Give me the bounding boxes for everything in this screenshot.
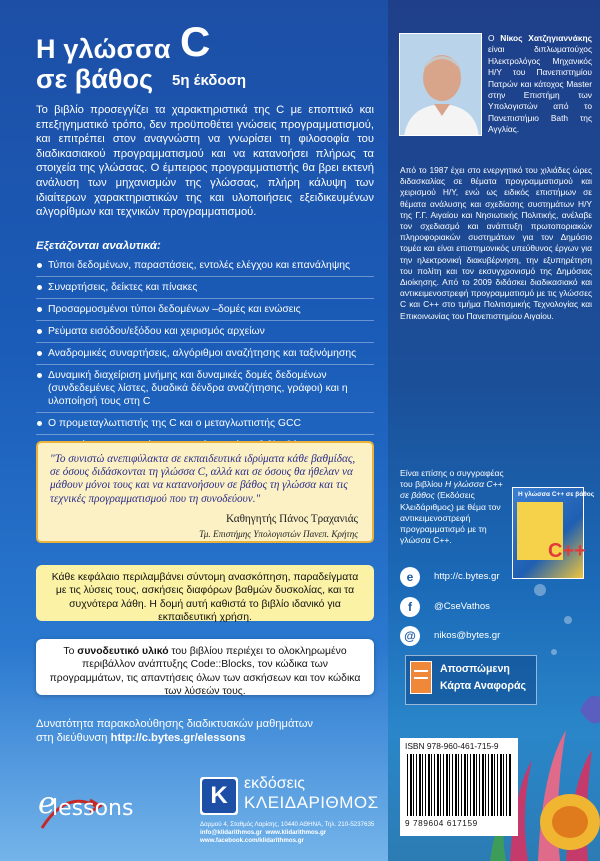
contact-facebook[interactable]: @CseVathos (434, 601, 490, 612)
other-book-title: Η γλώσσα C++ σε βάθος (400, 479, 503, 501)
topics-list (36, 259, 374, 461)
barcode-bars (407, 754, 511, 816)
contact-email[interactable]: nikos@bytes.gr (434, 630, 501, 641)
barcode-number: 9 789604 617159 (405, 819, 478, 828)
book-title-letter: C (180, 18, 211, 65)
email-icon: @ (400, 626, 420, 646)
topic-item: Δυναμική διαχείριση μνήμης και δυναμικές δομές δεδομένων (συνδεδεμένες λίστες, δυαδικά δένδρα αναζήτησης, γράφοι) και η υλοποίησή τους στη C (36, 369, 374, 413)
author-bio-text: είναι διπλωματούχος Ηλεκτρολόγος Μηχανικός Η/Υ του Πανεπιστημίου Πατρών και κάτοχος Master στην Επιστήμη των Υπολογιστών από το Πανεπιστήμιο Bath της Αγγλίας. (488, 44, 592, 135)
publisher-street: Δαρμού 4, Σταθμός Λαρίσης, 10440 ΑΘΗΝΑ, Τηλ. 210-5237635 (200, 821, 375, 828)
topic-item: Προσαρμοσμένοι τύποι δεδομένων –δομές και ενώσεις (36, 303, 374, 321)
edition-label: 5η έκδοση (172, 72, 246, 89)
publisher-email[interactable]: info@klidarithmos.gr (200, 829, 263, 836)
publisher-name-line1: εκδόσεις (244, 775, 306, 792)
courses-line1: Δυνατότητα παρακολούθησης διαδικτυακών μαθημάτων (36, 718, 314, 730)
book-title-line1: Η γλώσσα (36, 34, 171, 64)
isbn-label: ISBN 978-960-461-715-9 (405, 741, 499, 751)
publisher-website[interactable]: www.klidarithmos.gr (265, 829, 327, 836)
facebook-icon: f (400, 597, 420, 617)
online-courses-text (36, 717, 313, 745)
topic-item: Ρεύματα εισόδου/εξόδου και χειρισμός αρχείων (36, 325, 374, 343)
elessons-logo-e: e (38, 786, 56, 821)
publisher-logo-letter: K (202, 779, 236, 813)
intro-paragraph: Το βιβλίο προσεγγίζει τα χαρακτηριστικά της C με εποπτικό και επεξηγηματικό τρόπο, δεν προϋποθέτει γνώσεις προγραμματισμού, και επιτρέπει στον αναγνώστη να γνωρίσει τη φιλοσοφία του διαδικασιακού προγραμματισμού και να κατανοήσει πλήρως τα στοιχεία της γλώσσας. Ο έμπειρος προγραμματιστής θα βρει εκτενή ανάλυση των μηχανισμών της γλώσσας, πλήρη κάλυψη των ιδιαίτερων χαρακτηριστικών της και υλοποιήσεις εξειδικευμένων αλγορίθμων και τεχνικών προγραμματισμού. (36, 104, 374, 219)
material-bold: συνοδευτικό υλικό (77, 646, 169, 657)
book-title-line2: σε βάθος (36, 64, 153, 94)
contact-website[interactable]: http://c.bytes.gr (434, 571, 500, 582)
topic-item: Αναδρομικές συναρτήσεις, αλγόριθμοι αναζήτησης και ταξινόμησης (36, 347, 374, 365)
testimonial-text: "Το συνιστώ ανεπιφύλακτα σε εκπαιδευτικά ιδρύματα κάθε βαθμίδας, σε όσους διδάσκονται τη γλώσσα C, αλλά και σε όσους θα ήθελαν να μάθουν μόνοι τους και να κατανοήσουν σε βάθος τη γλώσσα και τις τεχνικές προγραμματισμού που τη συνοδεύουν." (50, 453, 356, 505)
author-bio (400, 33, 592, 138)
material-suffix: του βιβλίου περιέχει το ολοκληρωμένο περιβάλλον ανάπτυξης Code::Blocks, τον κώδικα των προγραμμάτων, τις απαντήσεις όλων των ασκήσεων και τον κώδικα των λύσεών τους. (49, 646, 361, 698)
other-book-suffix: (Εκδόσεις Κλειδάριθμος) με θέμα τον αντικειμενοστρεφή προγραμματισμό με τη γλώσσα C++. (400, 490, 501, 546)
reference-card-icon-line (414, 670, 428, 672)
other-book-prefix: Είναι επίσης ο συγγραφέας του βιβλίου (400, 468, 504, 490)
reference-card-label-line1: Αποσπώμενη (440, 663, 510, 675)
companion-material-box (36, 639, 374, 698)
author-bio-prefix: Ο (488, 33, 501, 43)
publisher-facebook[interactable]: www.facebook.com/klidarithmos.gr (200, 837, 304, 844)
author-name: Νίκος Χατζηγιαννάκης (500, 33, 592, 43)
other-book-text (400, 468, 512, 546)
other-book-cover-title: Η γλώσσα C++ σε βάθος (518, 491, 595, 498)
testimonial-box (36, 441, 374, 543)
topic-item: Ο προμεταγλωττιστής της C και ο μεταγλωττιστής GCC (36, 417, 374, 435)
reference-card-label-line2: Κάρτα Αναφοράς (440, 680, 526, 692)
other-book-cover-mark: C++ (548, 540, 586, 562)
testimonial-author: Καθηγητής Πάνος Τραχανιάς (226, 513, 358, 525)
testimonial-affiliation: Τμ. Επιστήμης Υπολογιστών Πανεπ. Κρήτης (199, 529, 358, 539)
publisher-address (200, 821, 386, 845)
author-career-text: Από το 1987 έχει στο ενεργητικό του χιλιάδες ώρες διδασκαλίας σε θέματα προγραμματισμού και χειρισμού Η/Υ, ενώ ως ειδικός επιστήμων σε θέματα ανάλυσης και σχεδίασης συστημάτων Η/Υ της Γ.Γ. Αιγαίου και Νησιωτικής Πολιτικής, ανέλαβε τον σχεδιασμό και ανάπτυξη πρωτοποριακών πληροφοριακών συστημάτων για τον Δημόσιο τομέα και είναι επιστημονικός υπεύθυνος έργων για την ηλεκτρονική διακυβέρνηση, την εξυπηρέτηση του πολίτη και τον εκσυγχρονισμό της Δημόσιας Διοίκησης. Από το 2009 διδάσκει διαδικασιακό και αντικειμενοστρεφή προγραμματισμό με τις γλώσσες C και C++ στο τμήμα Πολιτισμικής Τεχνολογίας και Επικοινωνίας του Πανεπιστημίου Αιγαίου. (400, 165, 592, 321)
material-prefix: Το (63, 646, 78, 657)
chapter-structure-box: Κάθε κεφάλαιο περιλαμβάνει σύντομη ανασκόπηση, παραδείγματα με τις λύσεις τους, ασκήσεις διαφόρων βαθμών δυσκολίας, και τα συχνότερα λάθη. Η δομή αυτή καθιστά το βιβλίο ιδανικό για εκπαιδευτική χρήση. (36, 565, 374, 621)
topic-item: Συναρτήσεις, δείκτες και πίνακες (36, 281, 374, 299)
publisher-name-line2: ΚΛΕΙΔΑΡΙΘΜΟΣ (244, 793, 379, 812)
courses-line2-prefix: στη διεύθυνση (36, 732, 111, 744)
topic-item: Τύποι δεδομένων, παραστάσεις, εντολές ελέγχου και επανάληψης (36, 259, 374, 277)
elessons-logo-text: lessons (52, 796, 134, 821)
courses-url-link[interactable]: http://c.bytes.gr/elessons (110, 732, 246, 744)
internet-explorer-icon: e (400, 567, 420, 587)
reference-card-icon-line (414, 677, 428, 679)
topics-heading: Εξετάζονται αναλυτικά: (36, 240, 161, 252)
